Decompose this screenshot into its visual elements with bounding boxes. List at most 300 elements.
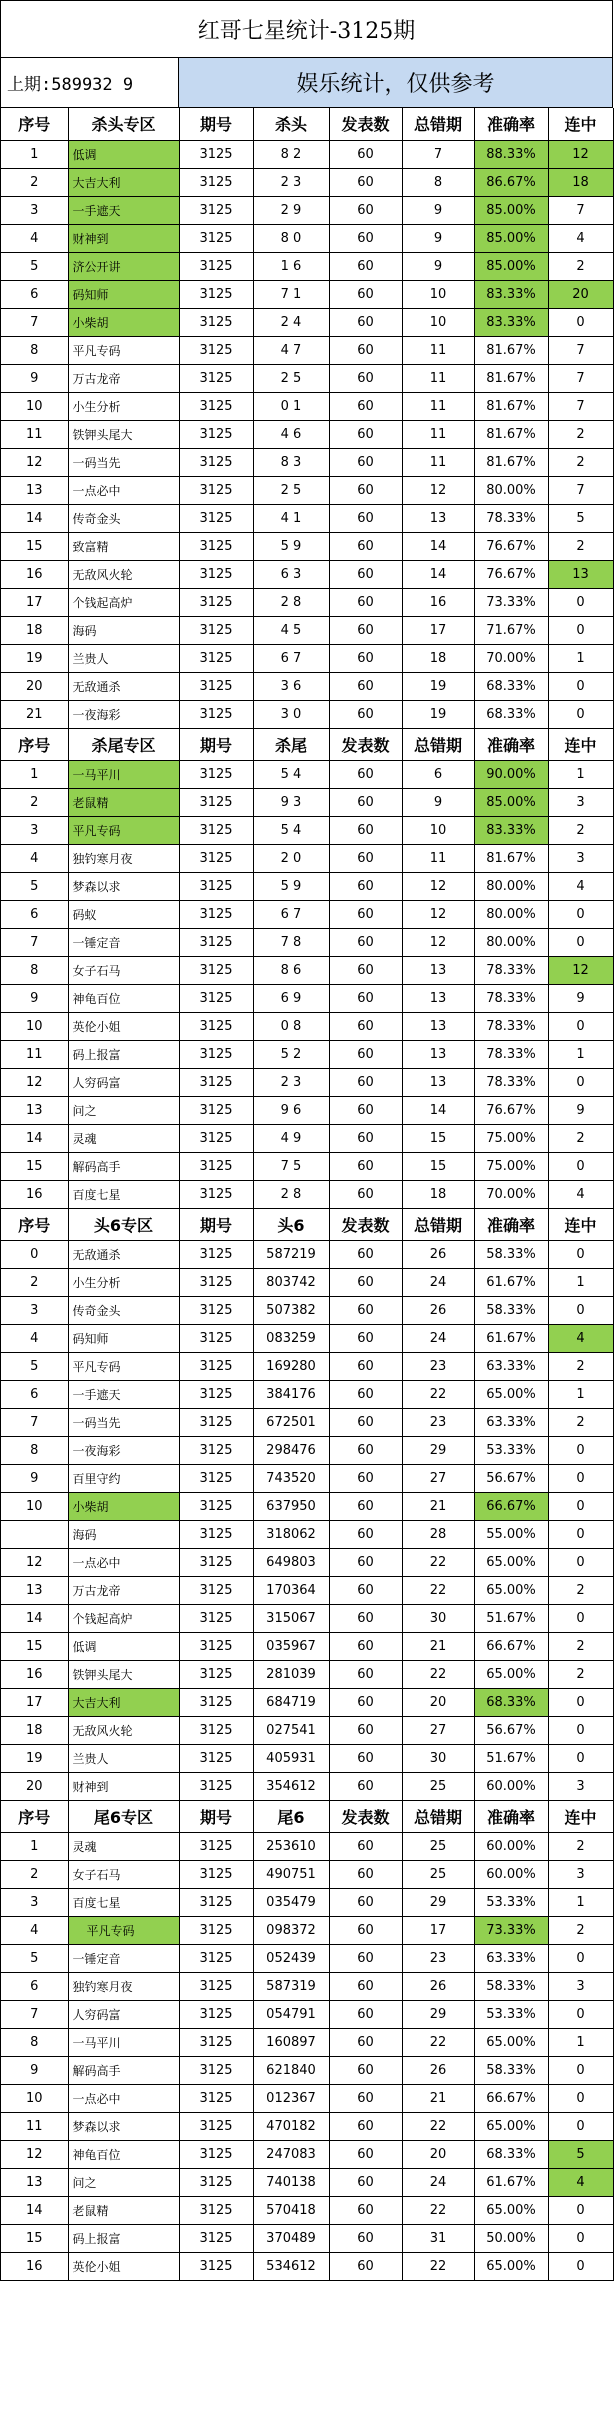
cell-name: 无敌风火轮 [68, 560, 179, 588]
cell-streak: 7 [548, 392, 613, 420]
cell-name: 小生分析 [68, 392, 179, 420]
cell-accuracy: 65.00% [474, 2028, 548, 2056]
cell-wrong: 10 [402, 816, 474, 844]
table-row [1, 1436, 613, 1464]
cell-index: 7 [1, 2000, 68, 2028]
cell-accuracy: 65.00% [474, 2196, 548, 2224]
cell-index: 8 [1, 1436, 68, 1464]
cell-wrong: 11 [402, 336, 474, 364]
table-row [1, 1548, 613, 1576]
cell-issue: 3125 [179, 872, 253, 900]
cell-streak: 0 [548, 900, 613, 928]
header-wrong: 总错期 [402, 728, 474, 760]
cell-accuracy: 66.67% [474, 1492, 548, 1520]
cell-number: 281039 [253, 1660, 329, 1688]
cell-name: 平凡专码 [68, 816, 179, 844]
cell-wrong: 12 [402, 872, 474, 900]
cell-index: 1 [1, 1832, 68, 1860]
header-issue: 期号 [179, 728, 253, 760]
cell-streak: 0 [548, 672, 613, 700]
cell-issue: 3125 [179, 2000, 253, 2028]
cell-streak: 0 [548, 1548, 613, 1576]
cell-issue: 3125 [179, 2140, 253, 2168]
cell-accuracy: 65.00% [474, 1380, 548, 1408]
cell-number: 570418 [253, 2196, 329, 2224]
cell-accuracy: 71.67% [474, 616, 548, 644]
cell-index: 1 [1, 140, 68, 168]
cell-index: 13 [1, 476, 68, 504]
table-row [1, 392, 613, 420]
table-row [1, 816, 613, 844]
table-row [1, 2112, 613, 2140]
cell-posts: 60 [329, 2252, 402, 2280]
cell-index: 6 [1, 900, 68, 928]
cell-issue: 3125 [179, 252, 253, 280]
cell-posts: 60 [329, 872, 402, 900]
cell-posts: 60 [329, 532, 402, 560]
header-zone: 杀头专区 [68, 108, 179, 140]
cell-streak: 20 [548, 280, 613, 308]
table-row [1, 1040, 613, 1068]
table-row [1, 1832, 613, 1860]
cell-issue: 3125 [179, 392, 253, 420]
cell-number: 684719 [253, 1688, 329, 1716]
cell-issue: 3125 [179, 2056, 253, 2084]
table-row [1, 364, 613, 392]
cell-number: 2 8 [253, 1180, 329, 1208]
cell-wrong: 13 [402, 956, 474, 984]
cell-accuracy: 51.67% [474, 1744, 548, 1772]
cell-posts: 60 [329, 1180, 402, 1208]
cell-name: 老鼠精 [68, 788, 179, 816]
cell-accuracy: 60.00% [474, 1860, 548, 1888]
cell-wrong: 31 [402, 2224, 474, 2252]
cell-streak: 7 [548, 196, 613, 224]
cell-posts: 60 [329, 1604, 402, 1632]
cell-posts: 60 [329, 560, 402, 588]
table-row [1, 644, 613, 672]
cell-posts: 60 [329, 2028, 402, 2056]
cell-posts: 60 [329, 280, 402, 308]
cell-index: 0 [1, 1240, 68, 1268]
cell-streak: 0 [548, 616, 613, 644]
cell-wrong: 14 [402, 560, 474, 588]
header-issue: 期号 [179, 108, 253, 140]
cell-streak: 0 [548, 2056, 613, 2084]
cell-issue: 3125 [179, 1860, 253, 1888]
cell-issue: 3125 [179, 1180, 253, 1208]
table-row [1, 984, 613, 1012]
cell-wrong: 11 [402, 844, 474, 872]
header-accuracy: 准确率 [474, 1800, 548, 1832]
cell-name: 英伦小姐 [68, 2252, 179, 2280]
table-row [1, 1408, 613, 1436]
table-row [1, 2168, 613, 2196]
cell-number: 8 2 [253, 140, 329, 168]
cell-issue: 3125 [179, 1068, 253, 1096]
cell-number: 354612 [253, 1772, 329, 1800]
cell-wrong: 11 [402, 364, 474, 392]
cell-index: 8 [1, 2028, 68, 2056]
cell-number: 3 6 [253, 672, 329, 700]
header-streak: 连中 [548, 728, 613, 760]
cell-index: 11 [1, 420, 68, 448]
cell-index: 21 [1, 700, 68, 728]
cell-accuracy: 83.33% [474, 816, 548, 844]
cell-posts: 60 [329, 1096, 402, 1124]
cell-posts: 60 [329, 2196, 402, 2224]
cell-number: 4 5 [253, 616, 329, 644]
cell-accuracy: 81.67% [474, 844, 548, 872]
table-row [1, 196, 613, 224]
cell-number: 2 5 [253, 476, 329, 504]
cell-streak: 2 [548, 1632, 613, 1660]
cell-name: 码蚁 [68, 900, 179, 928]
cell-streak: 3 [548, 1972, 613, 2000]
cell-number: 490751 [253, 1860, 329, 1888]
cell-accuracy: 80.00% [474, 900, 548, 928]
cell-wrong: 15 [402, 1124, 474, 1152]
table-row [1, 844, 613, 872]
cell-issue: 3125 [179, 2112, 253, 2140]
cell-index: 3 [1, 816, 68, 844]
cell-wrong: 22 [402, 1380, 474, 1408]
header-streak: 连中 [548, 108, 613, 140]
cell-number: 2 9 [253, 196, 329, 224]
cell-wrong: 20 [402, 2140, 474, 2168]
table-row [1, 2140, 613, 2168]
cell-wrong: 25 [402, 1772, 474, 1800]
cell-number: 035967 [253, 1632, 329, 1660]
cell-accuracy: 61.67% [474, 1324, 548, 1352]
cell-issue: 3125 [179, 1124, 253, 1152]
cell-issue: 3125 [179, 420, 253, 448]
cell-index: 14 [1, 1124, 68, 1152]
table-row [1, 928, 613, 956]
cell-wrong: 22 [402, 1660, 474, 1688]
table-row [1, 2028, 613, 2056]
cell-posts: 60 [329, 1972, 402, 2000]
cell-posts: 60 [329, 1380, 402, 1408]
cell-index: 18 [1, 1716, 68, 1744]
cell-wrong: 18 [402, 644, 474, 672]
cell-streak: 0 [548, 1464, 613, 1492]
cell-accuracy: 65.00% [474, 2112, 548, 2140]
cell-streak: 0 [548, 2224, 613, 2252]
cell-accuracy: 73.33% [474, 588, 548, 616]
cell-streak: 1 [548, 1888, 613, 1916]
table-row [1, 616, 613, 644]
cell-wrong: 19 [402, 700, 474, 728]
cell-index: 5 [1, 1352, 68, 1380]
cell-name: 百里守约 [68, 1464, 179, 1492]
cell-accuracy: 56.67% [474, 1464, 548, 1492]
cell-index: 8 [1, 336, 68, 364]
cell-name: 低调 [68, 140, 179, 168]
table-row [1, 1352, 613, 1380]
cell-wrong: 23 [402, 1352, 474, 1380]
cell-index: 13 [1, 1096, 68, 1124]
table-row [1, 1180, 613, 1208]
cell-wrong: 9 [402, 196, 474, 224]
cell-name: 平凡专码 [68, 336, 179, 364]
cell-number: 384176 [253, 1380, 329, 1408]
cell-posts: 60 [329, 844, 402, 872]
table-row [1, 2224, 613, 2252]
cell-issue: 3125 [179, 1888, 253, 1916]
cell-posts: 60 [329, 900, 402, 928]
cell-issue: 3125 [179, 336, 253, 364]
cell-index: 16 [1, 1180, 68, 1208]
cell-issue: 3125 [179, 2224, 253, 2252]
cell-issue: 3125 [179, 1548, 253, 1576]
cell-name: 兰贵人 [68, 1744, 179, 1772]
cell-index: 7 [1, 1408, 68, 1436]
cell-number: 2 0 [253, 844, 329, 872]
cell-name: 兰贵人 [68, 644, 179, 672]
header-posts: 发表数 [329, 728, 402, 760]
table-row [1, 1944, 613, 1972]
cell-name: 无敌风火轮 [68, 1716, 179, 1744]
cell-wrong: 13 [402, 1040, 474, 1068]
cell-wrong: 13 [402, 504, 474, 532]
cell-index [1, 1520, 68, 1548]
cell-streak: 4 [548, 1324, 613, 1352]
sheet-title: 红哥七星统计-3125期 [1, 1, 613, 58]
cell-posts: 60 [329, 504, 402, 532]
cell-posts: 60 [329, 1860, 402, 1888]
cell-wrong: 23 [402, 1944, 474, 1972]
cell-accuracy: 81.67% [474, 336, 548, 364]
cell-number: 2 5 [253, 364, 329, 392]
cell-name: 一码当先 [68, 1408, 179, 1436]
cell-posts: 60 [329, 816, 402, 844]
table-row [1, 760, 613, 788]
cell-index: 5 [1, 872, 68, 900]
cell-accuracy: 81.67% [474, 420, 548, 448]
cell-name: 一点必中 [68, 476, 179, 504]
cell-wrong: 21 [402, 2084, 474, 2112]
cell-index: 15 [1, 1152, 68, 1180]
cell-accuracy: 66.67% [474, 2084, 548, 2112]
cell-streak: 0 [548, 1436, 613, 1464]
table-row [1, 1520, 613, 1548]
cell-wrong: 11 [402, 448, 474, 476]
header-zone: 头6专区 [68, 1208, 179, 1240]
cell-index: 10 [1, 1012, 68, 1040]
cell-accuracy: 65.00% [474, 1576, 548, 1604]
cell-number: 169280 [253, 1352, 329, 1380]
cell-index: 1 [1, 760, 68, 788]
cell-wrong: 13 [402, 1068, 474, 1096]
cell-index: 12 [1, 1068, 68, 1096]
cell-accuracy: 60.00% [474, 1772, 548, 1800]
cell-index: 16 [1, 560, 68, 588]
cell-accuracy: 81.67% [474, 448, 548, 476]
cell-name: 独钓寒月夜 [68, 844, 179, 872]
cell-number: 0 1 [253, 392, 329, 420]
cell-issue: 3125 [179, 1744, 253, 1772]
cell-accuracy: 63.33% [474, 1352, 548, 1380]
cell-wrong: 11 [402, 420, 474, 448]
cell-name: 一手遮天 [68, 1380, 179, 1408]
cell-issue: 3125 [179, 168, 253, 196]
section-header-row [1, 108, 613, 140]
header-accuracy: 准确率 [474, 108, 548, 140]
cell-accuracy: 68.33% [474, 2140, 548, 2168]
cell-index: 9 [1, 1464, 68, 1492]
cell-posts: 60 [329, 1576, 402, 1604]
cell-accuracy: 83.33% [474, 280, 548, 308]
cell-streak: 9 [548, 1096, 613, 1124]
cell-issue: 3125 [179, 140, 253, 168]
header-streak: 连中 [548, 1208, 613, 1240]
table-row [1, 140, 613, 168]
cell-accuracy: 83.33% [474, 308, 548, 336]
cell-number: 5 4 [253, 760, 329, 788]
cell-posts: 60 [329, 1152, 402, 1180]
cell-index: 6 [1, 1972, 68, 2000]
cell-name: 问之 [68, 2168, 179, 2196]
cell-number: 012367 [253, 2084, 329, 2112]
table-row [1, 1632, 613, 1660]
cell-streak: 0 [548, 1296, 613, 1324]
cell-number: 4 7 [253, 336, 329, 364]
cell-accuracy: 85.00% [474, 196, 548, 224]
cell-index: 19 [1, 644, 68, 672]
cell-issue: 3125 [179, 1632, 253, 1660]
cell-number: 247083 [253, 2140, 329, 2168]
cell-number: 637950 [253, 1492, 329, 1520]
cell-posts: 60 [329, 672, 402, 700]
table-row [1, 532, 613, 560]
cell-number: 160897 [253, 2028, 329, 2056]
cell-name: 百度七星 [68, 1888, 179, 1916]
cell-issue: 3125 [179, 1832, 253, 1860]
cell-wrong: 9 [402, 788, 474, 816]
table-row [1, 872, 613, 900]
header-wrong: 总错期 [402, 1800, 474, 1832]
cell-wrong: 27 [402, 1716, 474, 1744]
cell-streak: 0 [548, 1520, 613, 1548]
cell-issue: 3125 [179, 672, 253, 700]
cell-issue: 3125 [179, 1520, 253, 1548]
cell-issue: 3125 [179, 448, 253, 476]
cell-posts: 60 [329, 1744, 402, 1772]
cell-posts: 60 [329, 1268, 402, 1296]
cell-number: 6 7 [253, 644, 329, 672]
cell-wrong: 21 [402, 1632, 474, 1660]
table-row [1, 1972, 613, 2000]
cell-name: 铁钾头尾大 [68, 1660, 179, 1688]
cell-number: 2 4 [253, 308, 329, 336]
cell-posts: 60 [329, 1492, 402, 1520]
table-row [1, 900, 613, 928]
cell-streak: 12 [548, 140, 613, 168]
cell-index: 6 [1, 280, 68, 308]
cell-wrong: 22 [402, 1576, 474, 1604]
cell-name: 灵魂 [68, 1124, 179, 1152]
cell-issue: 3125 [179, 1436, 253, 1464]
cell-index: 3 [1, 196, 68, 224]
section-header-row [1, 1208, 613, 1240]
cell-issue: 3125 [179, 1296, 253, 1324]
cell-accuracy: 78.33% [474, 1012, 548, 1040]
table-row [1, 588, 613, 616]
cell-posts: 60 [329, 2056, 402, 2084]
table-row [1, 1268, 613, 1296]
cell-number: 405931 [253, 1744, 329, 1772]
cell-posts: 60 [329, 336, 402, 364]
cell-name: 一夜海彩 [68, 1436, 179, 1464]
cell-number: 1 6 [253, 252, 329, 280]
cell-issue: 3125 [179, 2252, 253, 2280]
cell-posts: 60 [329, 2224, 402, 2252]
cell-streak: 4 [548, 872, 613, 900]
table-row [1, 1744, 613, 1772]
cell-posts: 60 [329, 2084, 402, 2112]
cell-accuracy: 61.67% [474, 2168, 548, 2196]
cell-streak: 2 [548, 532, 613, 560]
cell-name: 海码 [68, 616, 179, 644]
table-row [1, 2252, 613, 2280]
cell-number: 649803 [253, 1548, 329, 1576]
cell-index: 2 [1, 1268, 68, 1296]
table-row [1, 1096, 613, 1124]
cell-wrong: 30 [402, 1604, 474, 1632]
cell-posts: 60 [329, 956, 402, 984]
cell-accuracy: 50.00% [474, 2224, 548, 2252]
cell-streak: 2 [548, 1124, 613, 1152]
cell-accuracy: 85.00% [474, 788, 548, 816]
cell-streak: 7 [548, 364, 613, 392]
cell-accuracy: 61.67% [474, 1268, 548, 1296]
cell-issue: 3125 [179, 1464, 253, 1492]
cell-posts: 60 [329, 1944, 402, 1972]
cell-number: 5 9 [253, 872, 329, 900]
cell-posts: 60 [329, 392, 402, 420]
cell-number: 5 9 [253, 532, 329, 560]
section-header-row [1, 1800, 613, 1832]
cell-wrong: 20 [402, 1688, 474, 1716]
cell-accuracy: 75.00% [474, 1152, 548, 1180]
cell-issue: 3125 [179, 1576, 253, 1604]
cell-wrong: 12 [402, 928, 474, 956]
cell-accuracy: 76.67% [474, 560, 548, 588]
cell-number: 0 8 [253, 1012, 329, 1040]
cell-name: 人穷码富 [68, 1068, 179, 1096]
table-row [1, 1716, 613, 1744]
cell-index: 10 [1, 1492, 68, 1520]
table-row [1, 1660, 613, 1688]
cell-posts: 60 [329, 1464, 402, 1492]
cell-accuracy: 68.33% [474, 700, 548, 728]
header-posts: 发表数 [329, 1800, 402, 1832]
cell-wrong: 27 [402, 1464, 474, 1492]
cell-wrong: 13 [402, 1012, 474, 1040]
table-row [1, 956, 613, 984]
cell-index: 18 [1, 616, 68, 644]
cell-accuracy: 75.00% [474, 1124, 548, 1152]
table-row [1, 1012, 613, 1040]
cell-name: 致富精 [68, 532, 179, 560]
cell-streak: 1 [548, 2028, 613, 2056]
cell-name: 一锤定音 [68, 928, 179, 956]
table-row [1, 1888, 613, 1916]
cell-streak: 0 [548, 308, 613, 336]
table-row [1, 1380, 613, 1408]
header-number: 头6 [253, 1208, 329, 1240]
